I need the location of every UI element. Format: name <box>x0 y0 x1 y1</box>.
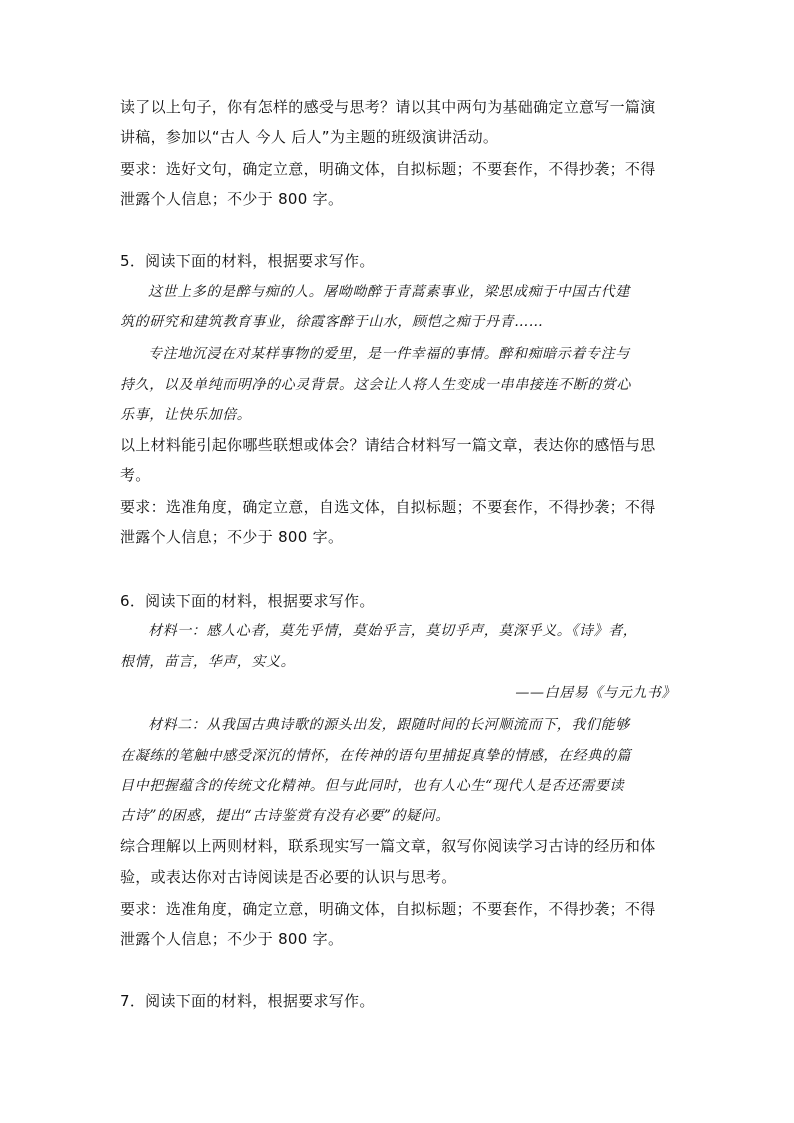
q6-material-1-line-1: 材料一：感人心者，莫先乎情，莫始乎言，莫切乎声，莫深乎义。《诗》者， <box>148 623 638 639</box>
q5-material-line-3: 专注地沉浸在对某样事物的爱里，是一件幸福的事情。醉和痴暗示着专注与 <box>148 346 630 362</box>
q6-prompt-line-2: 验，或表达你对古诗阅读是否必要的认识与思考。 <box>120 868 457 886</box>
q6-material-1-line-2: 根情，苗言，华声，实义。 <box>120 654 296 670</box>
requirement-line-2: 泄露个人信息；不少于 800 字。 <box>120 190 344 208</box>
question-7-title: 7．阅读下面的材料，根据要求写作。 <box>120 992 375 1010</box>
q6-material-2-line-4: 古诗”的困惑，提出“古诗鉴赏有没有必要”的疑问。 <box>120 808 450 824</box>
q5-prompt-line-2: 考。 <box>120 466 151 484</box>
q5-prompt-line-1: 以上材料能引起你哪些联想或体会？请结合材料写一篇文章，表达你的感悟与思 <box>120 436 656 454</box>
q5-material-line-4: 持久，以及单纯而明净的心灵背景。这会让人将人生变成一串串接连不断的赏心 <box>120 377 631 393</box>
question-6-title: 6．阅读下面的材料，根据要求写作。 <box>120 592 375 610</box>
question-5-title: 5．阅读下面的材料，根据要求写作。 <box>120 252 375 270</box>
intro-line-2: 讲稿，参加以“古人 今人 后人”为主题的班级演讲活动。 <box>120 128 499 146</box>
q5-requirement-line-1: 要求：选准角度，确定立意，自选文体，自拟标题；不要套作，不得抄袭；不得 <box>120 498 656 516</box>
q5-material-line-1: 这世上多的是醉与痴的人。屠呦呦醉于青蒿素事业，梁思成痴于中国古代建 <box>148 284 630 300</box>
q6-material-2-line-1: 材料二：从我国古典诗歌的源头出发，跟随时间的长河顺流而下，我们能够 <box>148 717 630 733</box>
q6-requirement-line-2: 泄露个人信息；不少于 800 字。 <box>120 930 344 948</box>
q6-material-2-line-3: 目中把握蕴含的传统文化精神。但与此同时，也有人心生“现代人是否还需要读 <box>120 778 625 794</box>
q6-prompt-line-1: 综合理解以上两则材料，联系现实写一篇文章，叙写你阅读学习古诗的经历和体 <box>120 837 656 855</box>
q5-requirement-line-2: 泄露个人信息；不少于 800 字。 <box>120 528 344 546</box>
q5-material-line-2: 筑的研究和建筑教育事业，徐霞客醉于山水，顾恺之痴于丹青…… <box>120 314 544 330</box>
q5-material-line-5: 乐事，让快乐加倍。 <box>120 407 252 423</box>
q6-requirement-line-1: 要求：选准角度，确定立意，明确文体，自拟标题；不要套作，不得抄袭；不得 <box>120 900 656 918</box>
requirement-line-1: 要求：选好文句，确定立意，明确文体，自拟标题；不要套作，不得抄袭；不得 <box>120 160 656 178</box>
q6-material-2-line-2: 在凝练的笔触中感受深沉的情怀，在传神的语句里捕捉真挚的情感，在经典的篇 <box>120 748 631 764</box>
q6-material-1-source: ——白居易《与元九书》 <box>515 685 676 701</box>
intro-line-1: 读了以上句子，你有怎样的感受与思考？请以其中两句为基础确定立意写一篇演 <box>120 98 656 116</box>
